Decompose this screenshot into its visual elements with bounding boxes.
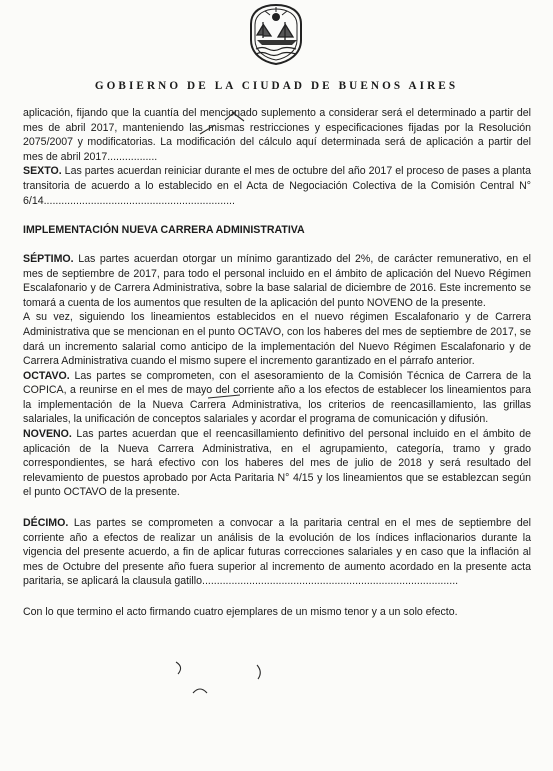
paragraph-continuation: aplicación, fijando que la cuantía del mencionado suplemento a considerar será el determinado a partir del mes de abril 2017, manteniendo las mismas restricciones y especificaciones fijadas por la Resolución 2075/2007 y modificatorias. La modificación del cálculo aquí determinada será de aplicación a partir del mes de abril 2017................. [23,107,531,163]
clause-text: Las partes acuerdan reiniciar durante el mes de octubre del año 2017 el proceso de pases a planta transitoria de acuerdo a lo establecido en el Acta de Negociación Colectiva de la Comisión Central N° 6/14................................................................. [23,165,531,207]
section-title: IMPLEMENTACIÓN NUEVA CARRERA ADMINISTRATIVA [23,223,305,236]
handwritten-mark-icon [253,663,267,681]
clause-sexto [23,164,531,208]
handwritten-mark-icon [206,388,242,402]
handwritten-mark-icon [222,108,252,124]
handwritten-mark-icon [197,122,219,138]
closing-statement: Con lo que termino el acto firmando cuatro ejemplares de un mismo tenor y a un solo efecto. [23,606,458,618]
page-header: GOBIERNO DE LA CIUDAD DE BUENOS AIRES [94,80,459,92]
clause-label: SEXTO. [23,165,62,178]
document-body [23,106,531,620]
clause-septimo [23,252,531,310]
clause-label: DÉCIMO. [23,517,69,530]
clause-text: Las partes acuerdan que el reencasillamiento definitivo del personal incluido en el ámbito de aplicación de la Nueva Carrera Administrativa, en el agrupamiento, categoría, tramo y grado correspondientes, se hará efectivo con los haberes del mes de julio de 2018 y será resultado del relevamiento de puestos aprobado por Acta Paritaria N° 4/15 y los lineamientos que se establezcan según el punto OCTAVO de la presente. [23,428,531,499]
clause-text: Las partes se comprometen, con el asesoramiento de la Comisión Técnica de Carrera de la COPICA, a reunirse en el mes de mayo del corriente año a los efectos de establecer los lineamientos para la implementación de la Nueva Carrera Administrativa, los criterios de reencasillamiento, las grillas salariales, la unificación de conceptos salariales y acordar el programa de comunicación y difusión. [23,369,531,426]
clause-decimo [23,516,531,589]
coat-of-arms-icon [245,2,307,66]
clause-noveno [23,427,531,500]
clause-label: OCTAVO. [23,369,70,382]
handwritten-mark-icon [190,683,210,697]
clause-label: SÉPTIMO. [23,252,74,265]
clause-text: Las partes se comprometen a convocar a la paritaria central en el mes de septiembre del corriente año a efectos de realizar un análisis de la evolución de los índices inflacionarios durante la vigencia del presente acuerdo, a fin de aplicar futuras correcciones salariales y en caso que la inflación al mes de Octubre del presente año fuera superior al incremento de aumento acordado en la presente acta paritaria, se aplicará la clausula gatillo....................................................................................... [23,517,531,588]
clause-text: Las partes acuerdan otorgar un mínimo garantizado del 2%, de carácter remunerativo, en el mes de septiembre de 2017, para todo el personal incluido en el ámbito de aplicación del Nuevo Régimen Escalafonario y de Carrera Administrativa, sobre la base salarial de diciembre de 2016. Este incremento se tomará a cuenta de los aumentos que resulten de la aplicación del punto NOVENO de la presente. [23,252,531,309]
clause-octavo [23,369,531,427]
handwritten-mark-icon [172,659,192,677]
clause-label: NOVENO. [23,428,72,441]
clause-septimo-continuation: A su vez, siguiendo los lineamientos establecidos en el nuevo régimen Escalafonario y de Carrera Administrativa que se mencionan en el punto OCTAVO, con los haberes del mes de septiembre de 2017, se dará un incremento salarial como anticipo de la implementación del Nuevo Régimen Escalafonario y de Carrera Administrativa cuando el mismo supere el incremento garantizado en el párrafo anterior. [23,311,531,368]
